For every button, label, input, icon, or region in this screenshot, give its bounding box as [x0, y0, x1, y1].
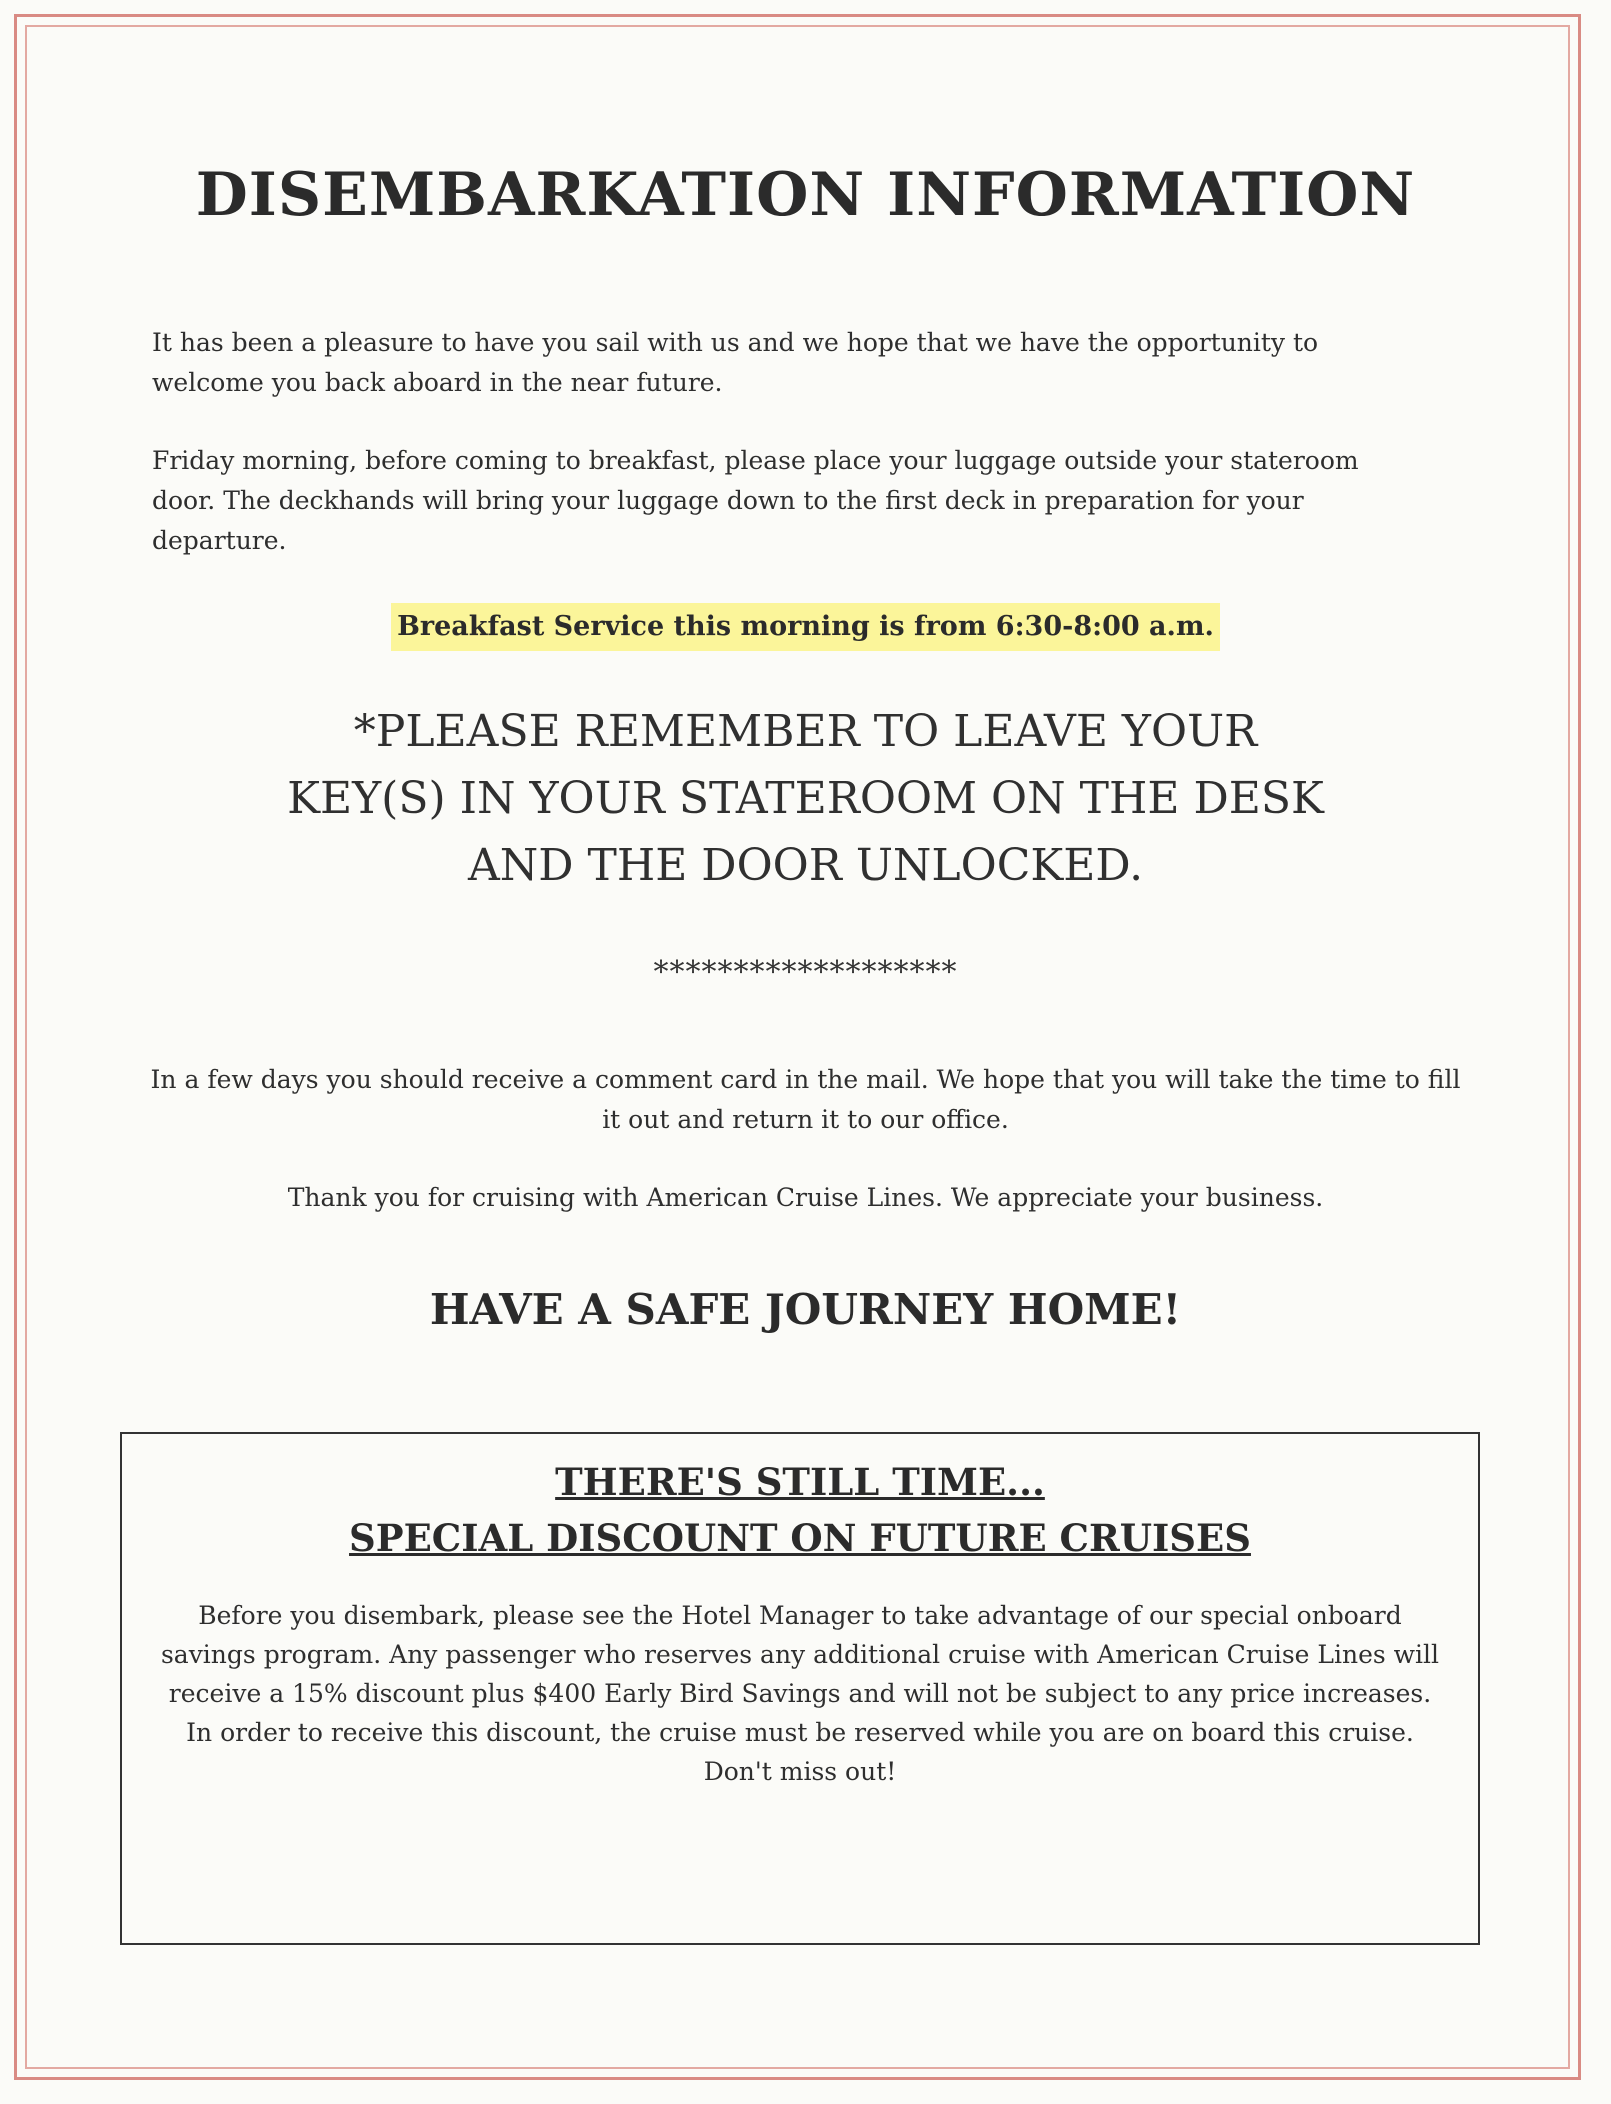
- promo-heading: [122, 1454, 1478, 1566]
- breakfast-notice: Breakfast Service this morning is from 6:30-8:00 a.m.: [391, 603, 1220, 651]
- farewell-heading: HAVE A SAFE JOURNEY HOME!: [429, 1285, 1182, 1334]
- key-reminder-line: *PLEASE REMEMBER TO LEAVE YOUR: [353, 706, 1258, 757]
- promo-body: Before you disembark, please see the Hotel Manager to take advantage of our special onboard savings program. Any passenger who reserves any additional cruise with American Cruise Lines will receive a 15% discount plus $400 Early Bird Savings and will not be subject to any price increases. In order to receive this discount, the cruise must be reserved while you are on board this cruise. Don't miss out!: [160, 1601, 1440, 1786]
- promo-box: [120, 1432, 1480, 1945]
- luggage-paragraph: Friday morning, before coming to breakfast, please place your luggage outside your stateroom door. The deckhands will bring your luggage down to the first deck in preparation for your departure.: [152, 446, 1359, 555]
- promo-heading-line: THERE'S STILL TIME...: [555, 1460, 1045, 1504]
- breakfast-notice-row: [0, 603, 1611, 651]
- key-reminder-line: KEY(S) IN YOUR STATEROOM ON THE DESK: [287, 773, 1324, 824]
- promo-heading-line: SPECIAL DISCOUNT ON FUTURE CRUISES: [349, 1516, 1251, 1560]
- asterisk-separator: *******************: [653, 955, 958, 990]
- key-reminder: [0, 698, 1611, 899]
- welcome-paragraph: It has been a pleasure to have you sail with us and we hope that we have the opportunity to welcome you back aboard in the near future.: [152, 328, 1319, 397]
- page-title: DISEMBARKATION INFORMATION: [195, 160, 1416, 230]
- key-reminder-line: AND THE DOOR UNLOCKED.: [467, 840, 1144, 891]
- comment-card-paragraph: In a few days you should receive a comment card in the mail. We hope that you will take the time to fill it out and return it to our office.: [150, 1065, 1461, 1134]
- thank-you-paragraph: Thank you for cruising with American Cruise Lines. We appreciate your business.: [287, 1183, 1324, 1212]
